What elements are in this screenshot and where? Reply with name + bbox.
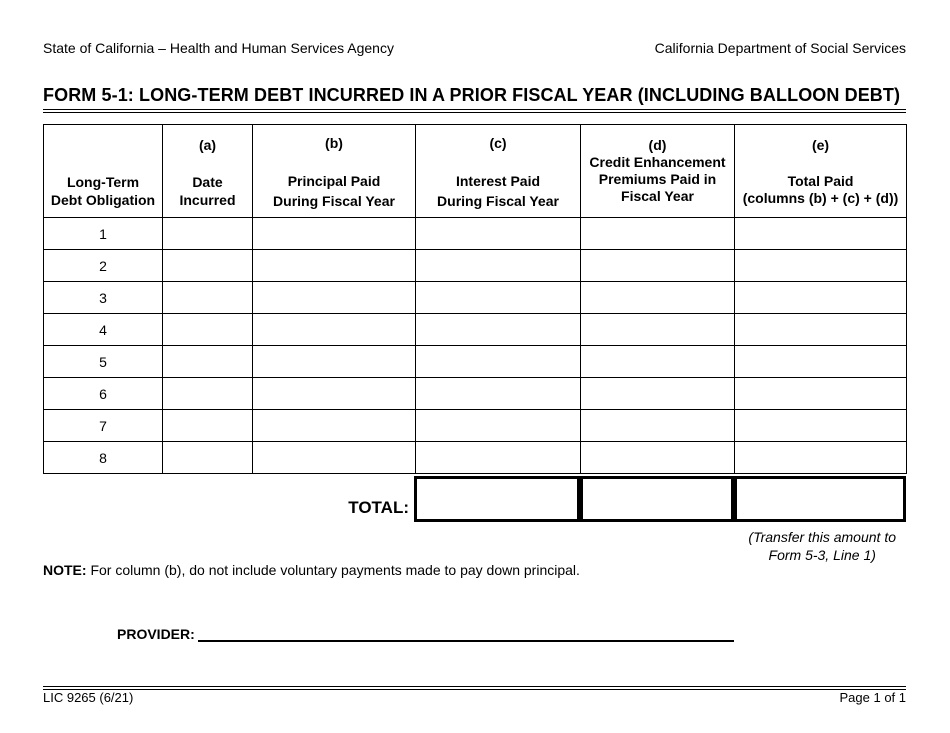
note-text (43, 562, 580, 578)
total-paid-cell[interactable] (735, 442, 907, 474)
col-header-credit-enhancement (581, 125, 735, 218)
col-header-date-incurred (163, 125, 253, 218)
col-label: Fiscal Year (621, 188, 694, 204)
transfer-note-line: (Transfer this amount to (748, 529, 896, 545)
date-incurred-cell[interactable] (163, 218, 253, 250)
interest-paid-cell[interactable] (416, 442, 581, 474)
date-incurred-cell[interactable] (163, 282, 253, 314)
title-rule-bottom (43, 112, 906, 113)
row-number: 3 (44, 282, 163, 314)
transfer-note (748, 528, 896, 564)
col-label: During Fiscal Year (437, 193, 559, 209)
total-paid-cell[interactable] (735, 218, 907, 250)
table-row (44, 442, 907, 474)
note-body: For column (b), do not include voluntary payments made to pay down principal. (86, 562, 580, 578)
credit-premium-cell[interactable] (581, 410, 735, 442)
interest-paid-cell[interactable] (416, 218, 581, 250)
col-label: During Fiscal Year (273, 193, 395, 209)
interest-paid-cell[interactable] (416, 314, 581, 346)
agency-header: State of California – Health and Human Services Agency (43, 40, 394, 56)
col-label: Long-Term (66, 174, 140, 190)
col-letter: (e) (811, 137, 830, 153)
date-incurred-cell[interactable] (163, 314, 253, 346)
row-number: 4 (44, 314, 163, 346)
interest-paid-cell[interactable] (416, 346, 581, 378)
col-header-total-paid (735, 125, 907, 218)
table-row (44, 218, 907, 250)
date-incurred-cell[interactable] (163, 378, 253, 410)
col-label: (columns (b) + (c) + (d)) (742, 190, 899, 206)
credit-premium-cell[interactable] (581, 346, 735, 378)
table-row (44, 250, 907, 282)
col-label: Credit Enhancement (589, 154, 726, 170)
date-incurred-cell[interactable] (163, 250, 253, 282)
credit-premium-cell[interactable] (581, 378, 735, 410)
table-row (44, 346, 907, 378)
interest-paid-cell[interactable] (416, 378, 581, 410)
form-id: LIC 9265 (6/21) (43, 690, 134, 705)
row-number: 2 (44, 250, 163, 282)
col-letter: (b) (325, 135, 343, 151)
note-label: NOTE: (43, 562, 87, 578)
credit-premium-cell[interactable] (581, 442, 735, 474)
credit-premium-cell[interactable] (581, 282, 735, 314)
total-paid-cell[interactable] (735, 314, 907, 346)
credit-premium-cell[interactable] (581, 218, 735, 250)
page-number: Page 1 of 1 (839, 690, 906, 705)
form-title: FORM 5-1: LONG-TERM DEBT INCURRED IN A PRIOR FISCAL YEAR (INCLUDING BALLOON DEBT) (43, 85, 901, 105)
principal-paid-cell[interactable] (253, 410, 416, 442)
col-header-interest-paid (416, 125, 581, 218)
provider-signature-line[interactable] (198, 640, 734, 642)
table-row (44, 314, 907, 346)
row-number: 7 (44, 410, 163, 442)
col-header-debt-obligation (44, 125, 163, 218)
row-number: 1 (44, 218, 163, 250)
col-label: Interest Paid (455, 173, 541, 189)
principal-paid-cell[interactable] (253, 442, 416, 474)
table-row (44, 378, 907, 410)
principal-paid-cell[interactable] (253, 282, 416, 314)
total-row (43, 474, 906, 520)
date-incurred-cell[interactable] (163, 442, 253, 474)
date-incurred-cell[interactable] (163, 346, 253, 378)
table-row (44, 410, 907, 442)
row-number: 6 (44, 378, 163, 410)
interest-paid-cell[interactable] (416, 250, 581, 282)
total-credit-premium-box[interactable] (580, 476, 734, 522)
col-label: Date (192, 174, 223, 190)
col-label: Total Paid (787, 173, 854, 189)
principal-paid-cell[interactable] (253, 250, 416, 282)
table-row (44, 282, 907, 314)
table-header-row (44, 125, 907, 218)
department-header: California Department of Social Services (654, 40, 906, 56)
debt-table (43, 124, 907, 474)
footer-rule-top (43, 686, 906, 687)
col-label: Debt Obligation (50, 192, 156, 208)
transfer-note-line: Form 5-3, Line 1) (768, 547, 876, 563)
col-letter: (c) (489, 135, 507, 151)
interest-paid-cell[interactable] (416, 282, 581, 314)
title-rule-top (43, 109, 906, 110)
total-paid-cell[interactable] (735, 282, 907, 314)
total-paid-cell[interactable] (735, 410, 907, 442)
principal-paid-cell[interactable] (253, 314, 416, 346)
total-paid-cell[interactable] (735, 346, 907, 378)
credit-premium-cell[interactable] (581, 314, 735, 346)
col-label: Premiums Paid in (598, 171, 717, 187)
total-interest-box[interactable] (414, 476, 580, 522)
total-label: TOTAL: (348, 498, 409, 517)
row-number: 5 (44, 346, 163, 378)
col-label: Incurred (179, 192, 236, 208)
col-letter: (a) (198, 137, 217, 153)
date-incurred-cell[interactable] (163, 410, 253, 442)
total-paid-cell[interactable] (735, 250, 907, 282)
col-label: Principal Paid (287, 173, 381, 189)
total-paid-cell[interactable] (735, 378, 907, 410)
principal-paid-cell[interactable] (253, 378, 416, 410)
credit-premium-cell[interactable] (581, 250, 735, 282)
interest-paid-cell[interactable] (416, 410, 581, 442)
principal-paid-cell[interactable] (253, 346, 416, 378)
total-paid-box[interactable] (734, 476, 906, 522)
principal-paid-cell[interactable] (253, 218, 416, 250)
col-header-principal-paid (253, 125, 416, 218)
provider-label: PROVIDER: (117, 626, 195, 642)
row-number: 8 (44, 442, 163, 474)
footer-rule-bottom (43, 689, 906, 690)
col-letter: (d) (648, 137, 667, 153)
